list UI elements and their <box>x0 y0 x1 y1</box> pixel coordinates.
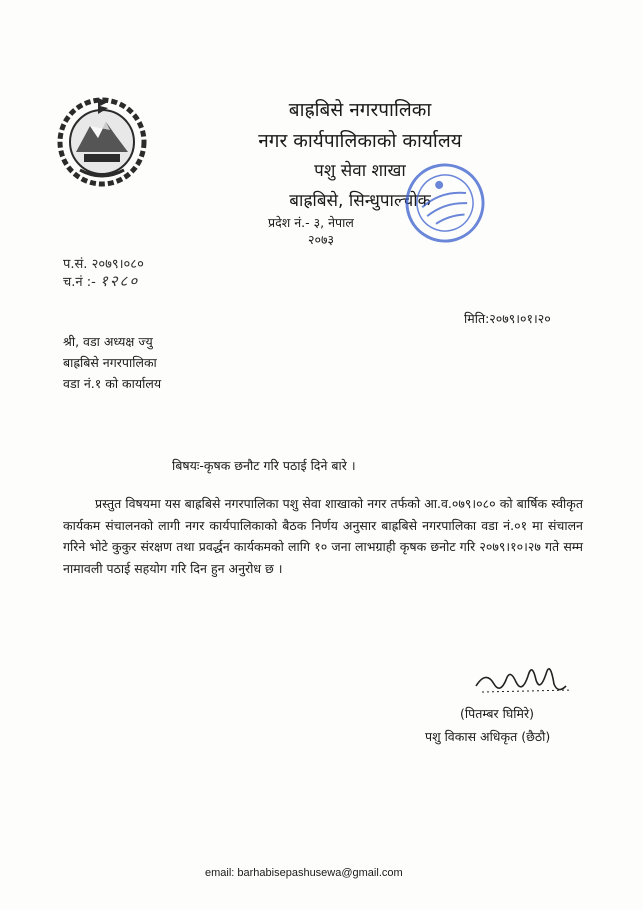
fiscal-year-value: २०७९।०८० <box>91 257 144 272</box>
dispatch-number-value: १२८० <box>99 272 140 290</box>
dispatch-number-label: च.नं :- <box>63 275 96 290</box>
body-paragraph: प्रस्तुत विषयमा यस बाह्रबिसे नगरपालिका पशु सेवा शाखाको नगर तर्फको आ.व.०७९।०८० को बार्षिक स्वीकृत कार्यकम संचालनको लागी नगर कार्यपालिकाको बैठक निर्णय अनुसार बाह्रबिसे नगरपालिका वडा नं.०१ मा संचालन गरिने भोटे कुकुर संरक्षण तथा प्रवर्द्धन कार्यकमको लागि १० जना लाभग्राही कृषक छनोट गरि २०७९।१०।२७ गते सम्म नामावली पठाई सहयोग गरि दिन हुन अनुरोध छ । <box>63 496 583 576</box>
nepal-emblem-icon <box>54 92 150 188</box>
province-line: प्रदेश नं.- ३, नेपाल <box>268 215 354 230</box>
letter-date: मिति:२०७९।०१।२० <box>464 311 551 326</box>
year-line: २०७३ <box>308 232 335 247</box>
location-line: बाह्रबिसे, सिन्धुपाल्चोक <box>289 191 431 211</box>
signatory-title: पशु विकास अधिकृत (छैठौ) <box>425 729 551 744</box>
recipient-line: वडा नं.१ को कार्यालय <box>63 376 162 391</box>
municipality-name: बाह्रबिसे नगरपालिका <box>288 99 432 121</box>
office-stamp-icon <box>402 160 488 246</box>
recipient-line: बाह्रबिसे नगरपालिका <box>63 355 157 370</box>
recipient-line: श्री, वडा अध्यक्ष ज्यु <box>63 334 153 349</box>
office-name: नगर कार्यपालिकाको कार्यालय <box>258 130 462 152</box>
letter-body <box>63 493 583 579</box>
fiscal-year-label: प.सं. <box>63 257 88 272</box>
handwritten-signature-icon <box>472 650 582 700</box>
signatory-name: (पितम्बर घिमिरे) <box>460 706 534 721</box>
section-name: पशु सेवा शाखा <box>314 161 406 181</box>
dispatch-number-ref <box>63 271 139 291</box>
footer-email: email: barhabisepashusewa@gmail.com <box>205 867 403 879</box>
fiscal-year-ref <box>63 254 144 272</box>
letter-subject: बिषयः-कृषक छनौट गरि पठाई दिने बारे । <box>172 458 356 473</box>
